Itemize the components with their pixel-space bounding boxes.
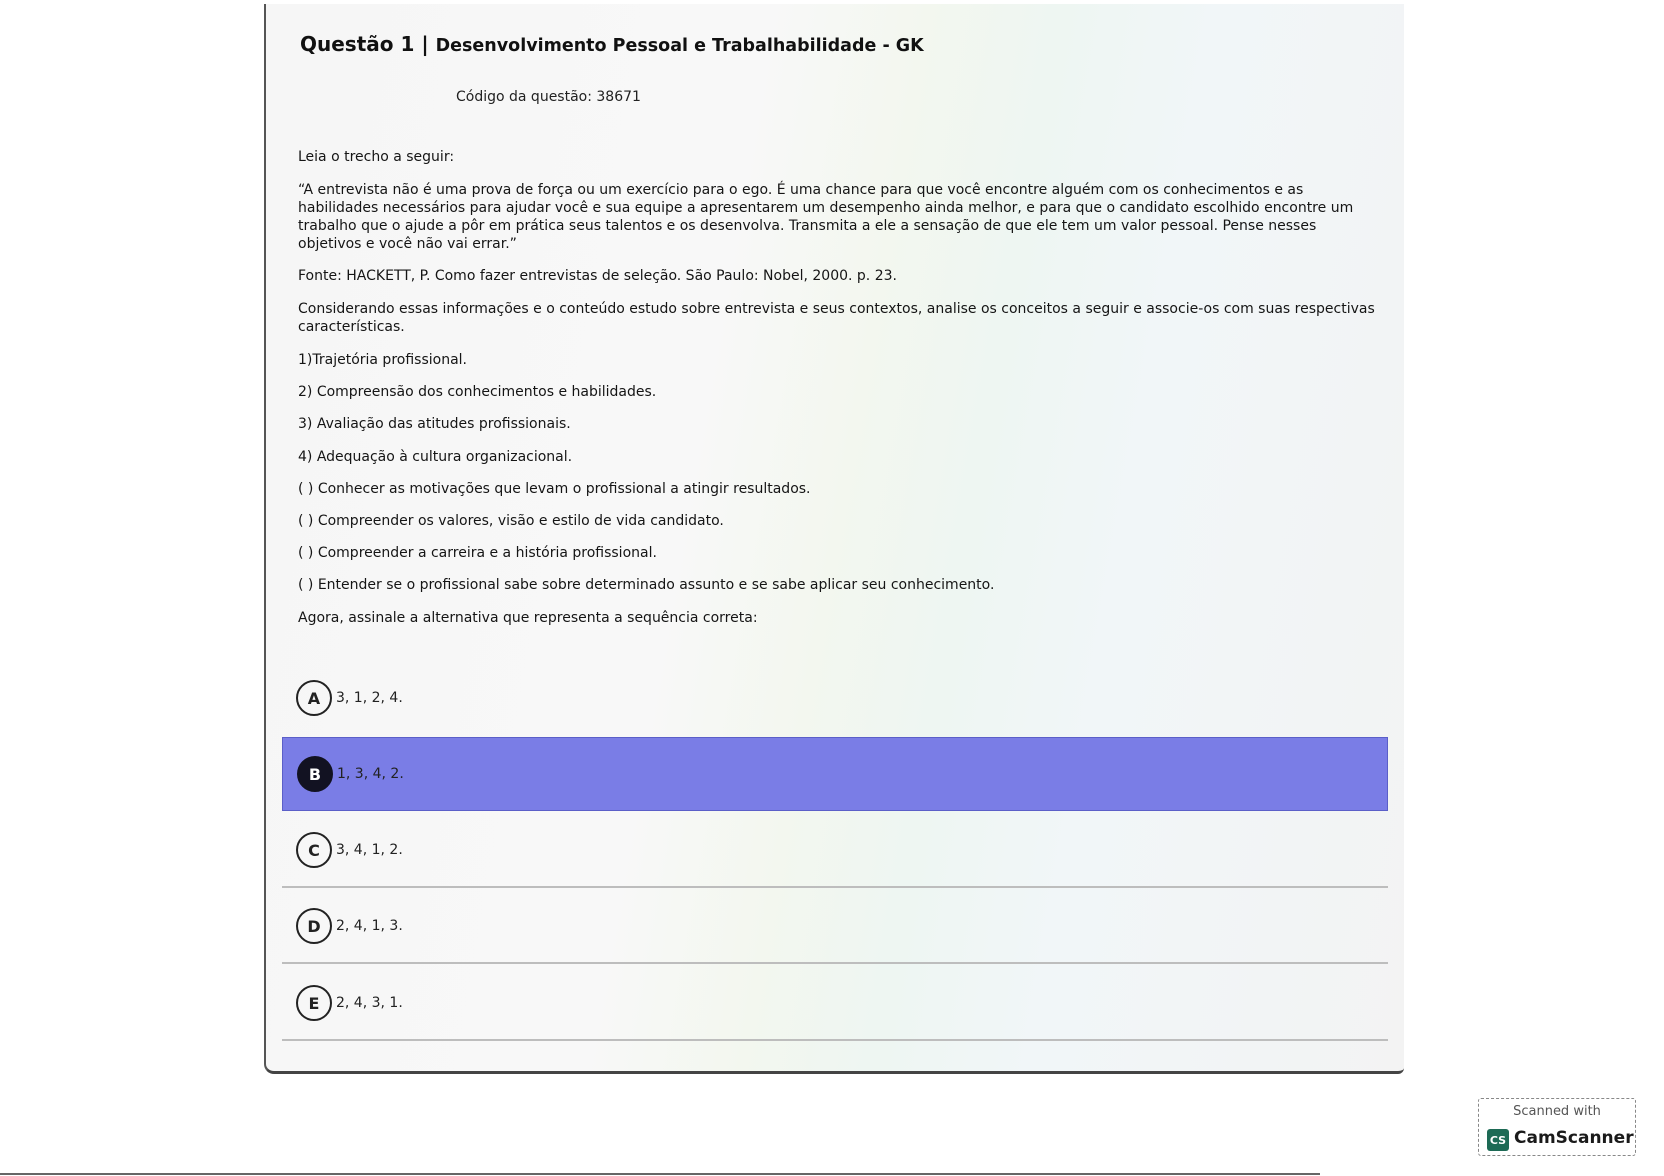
prompt-text: Agora, assinale a alternativa que representa a sequência correta: bbox=[298, 609, 758, 626]
concept-item: 3) Avaliação das atitudes profissionais. bbox=[298, 416, 571, 433]
alternative-value: 1, 3, 4, 2. bbox=[337, 766, 404, 782]
alternative-value: 2, 4, 1, 3. bbox=[336, 918, 403, 934]
alternative-a[interactable] bbox=[282, 661, 1388, 735]
alternative-value: 3, 1, 2, 4. bbox=[336, 690, 403, 706]
characteristic-item: ( ) Entender se o profissional sabe sobre determinado assunto e se sabe aplicar seu conhecimento. bbox=[298, 577, 995, 594]
question-body bbox=[298, 148, 1378, 641]
characteristic-item: ( ) Compreender a carreira e a história profissional. bbox=[298, 545, 657, 562]
page-divider bbox=[0, 1173, 1320, 1175]
question-title bbox=[300, 32, 924, 56]
alternative-letter: E bbox=[296, 985, 332, 1021]
question-code: Código da questão: 38671 bbox=[456, 89, 641, 105]
alternative-d[interactable] bbox=[282, 890, 1388, 964]
instruction-text: Considerando essas informações e o conteúdo estudo sobre entrevista e seus contextos, analise os conceitos a seguir e associe-os com suas respectivas características. bbox=[298, 301, 1375, 335]
alternative-c[interactable] bbox=[282, 814, 1388, 888]
alternative-e[interactable] bbox=[282, 967, 1388, 1041]
alternative-letter: D bbox=[296, 908, 332, 944]
concept-item: 1)Trajetória profissional. bbox=[298, 352, 467, 368]
question-card bbox=[264, 4, 1404, 1074]
intro-text: Leia o trecho a seguir: bbox=[298, 149, 455, 165]
characteristic-item: ( ) Conhecer as motivações que levam o profissional a atingir resultados. bbox=[298, 480, 811, 497]
alternative-b[interactable] bbox=[282, 737, 1388, 811]
camscanner-watermark bbox=[1478, 1098, 1636, 1156]
watermark-caption: Scanned with bbox=[1513, 1104, 1601, 1119]
quote-text: “A entrevista não é uma prova de força ou um exercício para o ego. É uma chance para que você encontre alguém com os conhecimentos e as habilidades necessários para ajudar você e sua equipe a apresentarem um desempenho ainda melhor, e para que o candidato escolhido encontre um trabalho que o ajude a pôr em prática seus talentos e os desenvolva. Transmita a ele a sensação de que ele tem um valor pessoal. Pense nesses objetivos e você não vai errar.” bbox=[298, 182, 1354, 252]
alternative-value: 2, 4, 3, 1. bbox=[336, 995, 403, 1011]
alternative-value: 3, 4, 1, 2. bbox=[336, 842, 403, 858]
alternative-letter: B bbox=[297, 756, 333, 792]
alternative-letter: C bbox=[296, 832, 332, 868]
source-text: Fonte: HACKETT, P. Como fazer entrevistas de seleção. São Paulo: Nobel, 2000. p. 23. bbox=[298, 268, 897, 284]
course-name: Desenvolvimento Pessoal e Trabalhabilidade - GK bbox=[435, 36, 924, 56]
question-number: Questão 1 | bbox=[300, 32, 429, 56]
camscanner-logo-icon: CS bbox=[1487, 1129, 1509, 1151]
concept-item: 2) Compreensão dos conhecimentos e habilidades. bbox=[298, 384, 657, 401]
watermark-brand: CamScanner bbox=[1514, 1128, 1634, 1148]
concept-item: 4) Adequação à cultura organizacional. bbox=[298, 448, 573, 465]
characteristic-item: ( ) Compreender os valores, visão e estilo de vida candidato. bbox=[298, 512, 724, 529]
alternative-letter: A bbox=[296, 680, 332, 716]
